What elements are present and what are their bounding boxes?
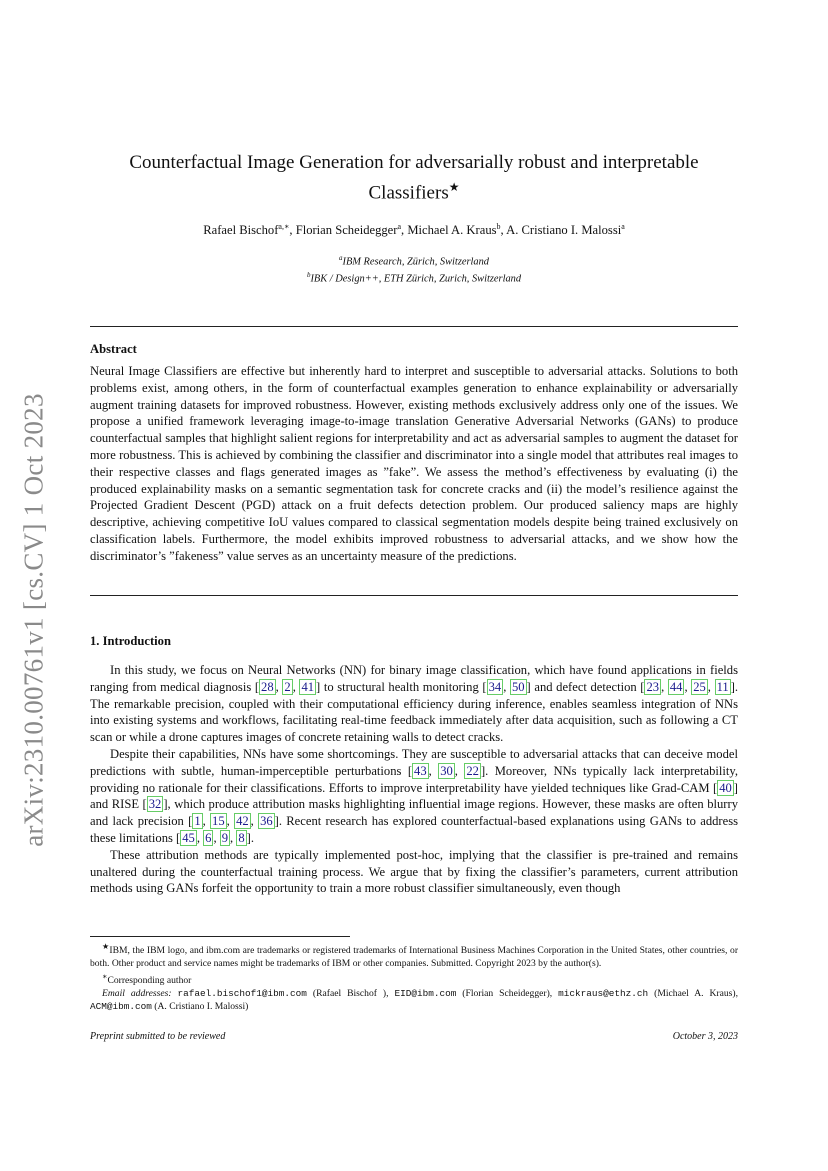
citation-link[interactable]: 43 bbox=[414, 763, 427, 778]
arxiv-sidebar bbox=[12, 370, 56, 870]
citation-link[interactable]: 34 bbox=[488, 679, 502, 694]
text: ], which produce attribution masks highlighting influential image regions. However, these masks are often blurry and lack precision [ bbox=[90, 797, 738, 829]
title-line-1: Counterfactual Image Generation for adversarially robust and interpretable bbox=[129, 152, 699, 173]
citation-link[interactable]: 15 bbox=[212, 814, 225, 829]
author-sup: a bbox=[621, 222, 625, 231]
arxiv-id: arXiv:2310.00761v1 [cs.CV] 1 Oct 2023 bbox=[18, 393, 49, 847]
title-footnote-mark: ★ bbox=[448, 180, 460, 194]
citation-link[interactable]: 6 bbox=[205, 830, 212, 845]
citation-link[interactable]: 22 bbox=[466, 763, 479, 778]
email-owner: (Rafael Bischof ), bbox=[306, 988, 395, 1000]
footer-left: Preprint submitted to be reviewed bbox=[90, 1031, 226, 1042]
author-list: Rafael Bischof$^{a,∗}$, Florian Scheidegger$^a$, Michael A. Kraus$^b$, A. Cristiano I. Malossi$^a$ bbox=[203, 222, 625, 238]
author-sup: a bbox=[397, 222, 402, 231]
author-name: A. Cristiano I. Malossi bbox=[506, 223, 622, 238]
citation-link[interactable]: 28 bbox=[261, 679, 274, 694]
text: ]. bbox=[246, 830, 254, 845]
text: ] and defect detection [ bbox=[526, 679, 645, 694]
affiliation-text: IBK / Design++, ETH Zürich, Zurich, Switzerland bbox=[310, 273, 522, 285]
footnote-emails bbox=[90, 987, 738, 1013]
footer-date: October 3, 2023 bbox=[672, 1031, 738, 1042]
intro-paragraph-1: In this study, we focus on Neural Networks (NN) for binary image classification, which have found applications in fields ranging from medical diagnosis [ 28 , 2 , 41 ] to structural health monitoring [ 34 , 50 ] and defect detection [ 23 , 44 , 25 , 11 ]. The remarkable precision, coupled with their computational efficiency during inference, enables seamless integration of NNs into existing systems and workflows, facilitating real-time feedback immediately after data acquisition, such as following a CT scan or while a drone captures images of concrete retaining walls to detect cracks. bbox=[90, 663, 739, 745]
affiliations bbox=[90, 252, 738, 286]
text: ] and RISE [ bbox=[90, 780, 738, 812]
citation-link[interactable]: 23 bbox=[646, 679, 660, 694]
footnote-text: IBM, the IBM logo, and ibm.com are trademarks or registered trademarks of International Business Machines Corporation in the United States, other countries, or both. Other product and service names might be trademarks of IBM or other companies. Submitted. Copyright 2023 by the author(s). bbox=[90, 945, 739, 970]
footnote-mark: ★ bbox=[102, 942, 110, 951]
page-footer bbox=[90, 1031, 738, 1042]
text: ] to structural health monitoring [ bbox=[316, 679, 487, 694]
email-link[interactable]: ACM@ibm.com bbox=[90, 1001, 152, 1013]
footnote-mark: ∗ bbox=[102, 972, 108, 982]
footnote-trademark bbox=[90, 940, 738, 970]
footnotes bbox=[90, 940, 738, 1013]
footnote-corresponding bbox=[90, 970, 738, 987]
footnote-text: Corresponding author bbox=[107, 975, 192, 987]
intro-paragraph-2: Despite their capabilities, NNs have some shortcomings. They are susceptible to adversarial attacks that can deceive model predictions with subtle, human-imperceptible perturbations [ 43 , 30 , 22 ]. Moreover, NNs typically lack interpretability, providing no rationale for their classifications. Efforts to improve interpretability have yielded techniques like Grad-CAM [ 40 ] and RISE [ 32 ], which produce attribution masks highlighting influential image regions. However, these masks are often blurry and lack precision [ 1 , 15 , 42 , 36 ]. Recent research has explored counterfactual-based explanations using GANs to address these limitations [ 45 , 6 , 9 , 8 ]. bbox=[90, 746, 739, 845]
affiliation-text: IBM Research, Zürich, Switzerland bbox=[342, 256, 489, 268]
affiliation-sup: a bbox=[338, 254, 343, 262]
top-rule bbox=[90, 326, 738, 327]
intro-paragraph-3: These attribution methods are typically implemented post-hoc, implying that the classifier is pre-trained and remains unaltered during the counterfactual training process. We argue that by fixing the classifier’s parameters, current attribution methods using GANs forfeit the opportunity to train a more robust classifier simultaneously, even though bbox=[90, 847, 738, 896]
citation-link[interactable]: 45 bbox=[182, 830, 195, 845]
email-owner: (Florian Scheidegger), bbox=[456, 988, 559, 1000]
email-link[interactable]: rafael.bischof1@ibm.com bbox=[177, 988, 307, 1000]
email-owner: (A. Cristiano I. Malossi) bbox=[151, 1001, 249, 1013]
author-name: Rafael Bischof bbox=[203, 223, 279, 238]
text: ]. Recent research has explored counterfactual-based explanations using GANs to address these limitations [ bbox=[90, 814, 739, 845]
text: Despite their capabilities, NNs have some shortcomings. They are susceptible to adversarial attacks that can deceive model predictions with subtle, human-imperceptible perturbations [ bbox=[90, 746, 738, 778]
text: In this study, we focus on Neural Networks (NN) for binary image classification, which have found applications in fields ranging from medical diagnosis [ bbox=[90, 663, 738, 694]
citation-link[interactable]: 30 bbox=[440, 763, 453, 778]
abstract-text: Neural Image Classifiers are effective but inherently hard to interpret and susceptible to adversarial attacks. Solutions to both problems exist, among others, in the form of counterfactual examples generation to enhance explainability or adversarially augment training datasets for improved robustness. However, existing methods exclusively address only one of the issues. We propose a unified framework leveraging image-to-image translation Generative Adversarial Networks (GANs) to produce counterfactual samples that highlight salient regions for interpretability and act as adversarial samples to augment the dataset for more robustness. This is achieved by combining the classifier and discriminator into a single model that attributes real images to their respective classes and flags generated images as ”fake”. We assess the method’s effectiveness by evaluating (i) the produced explainability masks on a semantic segmentation task for concrete cracks and (ii) the model’s resilience against the Projected Gradient Descent (PGD) attack on a fruit defects detection problem. Our produced saliency maps are highly descriptive, achieving competitive IoU values compared to classical segmentation models despite being trained exclusively on classification labels. Furthermore, the model exhibits improved robustness to adversarial attacks, and we show how the discriminator’s ”fakeness” value serves as an uncertainty measure of the predictions. bbox=[90, 364, 738, 563]
email-label: Email addresses: bbox=[102, 988, 172, 1000]
title-line-2: Classifiers bbox=[368, 182, 449, 204]
citation-link[interactable]: 2 bbox=[284, 679, 291, 694]
citation-link[interactable]: 41 bbox=[301, 679, 315, 694]
citation-link[interactable]: 11 bbox=[716, 679, 729, 694]
abstract-heading: Abstract bbox=[90, 342, 137, 356]
paper-title bbox=[90, 150, 738, 205]
author-name: Michael A. Kraus bbox=[407, 223, 497, 238]
affiliation-b bbox=[90, 269, 738, 286]
author-sup: a,∗ bbox=[278, 222, 290, 231]
affiliation-sup: b bbox=[306, 270, 311, 279]
intro-body bbox=[90, 662, 738, 897]
citation-link[interactable]: 1 bbox=[194, 814, 201, 829]
email-owner: (Michael A. Kraus), bbox=[648, 988, 738, 1000]
citation-link[interactable]: 40 bbox=[719, 780, 732, 795]
citation-link[interactable]: 50 bbox=[511, 679, 525, 694]
author-name: Florian Scheidegger bbox=[295, 223, 398, 238]
text: ]. Moreover, NNs typically lack interpretability, providing no rationale for their classifications. Efforts to improve interpretability have yielded techniques like Grad-CAM [ bbox=[90, 763, 739, 795]
citation-link[interactable]: 36 bbox=[260, 814, 273, 829]
citation-link[interactable]: 32 bbox=[148, 797, 162, 812]
citation-link[interactable]: 42 bbox=[236, 814, 249, 829]
email-link[interactable]: EID@ibm.com bbox=[394, 988, 457, 1000]
citation-link[interactable]: 44 bbox=[669, 679, 683, 694]
text: ]. The remarkable precision, coupled with their computational efficiency during inference, enables seamless integration of NNs into existing systems and workflows, facilitating real-time feedback immediately after data acquisition, such as following a CT scan or while a drone captures images of concrete retaining walls to detect cracks. bbox=[90, 679, 739, 745]
citation-link[interactable]: 25 bbox=[693, 679, 706, 694]
author-sup: b bbox=[496, 222, 501, 231]
citation-link[interactable]: 8 bbox=[238, 830, 245, 845]
citation-link[interactable]: 9 bbox=[221, 830, 229, 845]
email-link[interactable]: mickraus@ethz.ch bbox=[558, 988, 649, 1000]
intro-heading: 1. Introduction bbox=[90, 634, 171, 648]
footnote-rule bbox=[90, 936, 350, 937]
affiliation-a bbox=[90, 252, 738, 269]
abstract-bottom-rule bbox=[90, 595, 738, 596]
